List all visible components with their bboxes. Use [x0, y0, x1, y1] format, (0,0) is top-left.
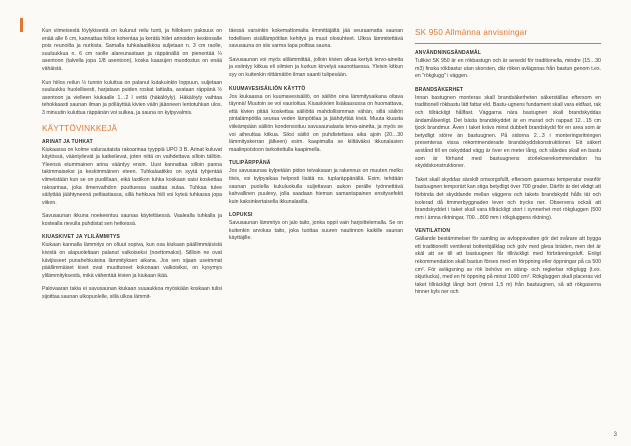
- section-heading-sk950: SK 950 Allmänna anvisningar: [415, 28, 528, 37]
- column-finnish-left: [42, 28, 222, 308]
- paragraph: Kiukaassa on kolme valurautaista rakoarinaa tyyppiä UPO 3 B. Arinat kuluvat käytössä, vääntyilevät ja katkeilevat, joten niitä on vaihdettava silloin tällöin. Yleensä etummainen arina vääntyy ensin. Uusi kannattaa silloin panna takimmaiseksi ja keskimmäinen eteen. Tuhkalaatikko on syytä tyhjentää viimeistään kun se on puolillaan, eikä lastikon tuhka koskaan saisi koskettaa rakoarinaa, joka ilmenvaihdon puuttuessa saattaa sulaa. Tuhkaa tulee säilyttää jäähtyneenä peltiastiassa, sillä hehkuva hiili voi kyteä tuhkassa jopa viikon.: [42, 146, 222, 206]
- paragraph: täessä varsinkin kokemattomalta ilmmittäjältä jää seuraamatta saunan todellisen sisällämpötilan kehitys ja muut olosuhteet. Ulkoa lämmitettävä savusauna on siis varma tapa polttaa sauna.: [229, 28, 403, 50]
- subheading-kiuaskivet: KIUASKIVET JA YLILÄMMITYS: [42, 234, 121, 241]
- subheading-ventilation: VENTILATION: [415, 228, 451, 235]
- paragraph: Tulikivi SK 950 är en rökbastugn och är avsedd för traditionella, mindre (15…30 m3) finska rökbastur utan skorsten, där röken avlägsnas från bastun genom t.ex. en "rökglugg" i väggen.: [415, 58, 601, 80]
- paragraph: Jos kiukaassa on kuumavesisäiliö, on säiliön oina lämmitysaikana oltava täynnä! Muutoin se voi vaurioitua. Kiuaskivien lisäkaasussa on huomattava, että kivien pitää koskettaa säiliöitä mahdollisimman vähän, sillä säiliön pintalämpötila seuraa veden lämpötilaa ja jäähdyttää kiviä. Muuta kiuasta viileämpään säiliön kondensoituu savusaunalasta terva-ainetta, ja myös se voi aiheuttaa kitkua. Siksi säiliö on puhdistettava aika ajoin (20…30 lämmityskerran jälkeen) esim. kaapimalla se kiiltäväksi ikkunalasien maalinpoistoon tarkoitettulla kaapimella.: [229, 93, 403, 153]
- paragraph: Kun viimeisestä löylykisestä on kulunut reilu tunti, ja hiiloksen paksuus on enää alle 6 cm, kannattaa hiilos kohentaa ja kerätä hiilet arinoiden keskiosalle pois reunoilta ja nurkista. Samalla tuhkalaatikkoa suljetaan n. 3 cm raolle, suuluukkua n. 6 cm raolle alareunastaan ja räppänällä on pienentää ¼ asentoon (talvella jopa 1/8 asentoon), koska kaasujen muodostus on enää vähäistä.: [42, 28, 222, 72]
- section-heading-kayttovinkkeja: KÄYTTÖVINKKEJÄ: [42, 123, 118, 133]
- subheading-arinat: ARINAT JA TUHKAT: [42, 138, 93, 145]
- page-accent-mark: [20, 18, 23, 32]
- column-finnish-middle: [229, 28, 403, 249]
- paragraph: Taket skall skyddas särskilt omsorgsfullt, eftersom gasernas temperatur ovanför bastuugnen temporärt kan stiga betydligt över 700 grader. Därför är det viktigt att förbinda det skyddande mellan väggens och takets brandskydd hålls tät och isolerad då timmerbyggnaden lever och trycks ner. Observera också att brandskyddet i taket skall vara tillräckligt stort i synnerhet mot rökgluggen (500 mm i ämna riktningar, 700…800 mm i rökgluggens riktning).: [415, 176, 601, 221]
- paragraph: Kiukaan kannalla lämmitys on olluut sopiva, kun osa kiukaan päällimmäisistä kivistä on alapuoleltaan palanut valkoiseksi (noettomaksi). Sillloin ne ovat kävijisseet punahehkuisina lämmityksen aikana. Jos sen sijaan useimmat päällimmäiset kivet ovat muuttuneet kokonaan valkoisiksi, on kysymys ylilämmityksestä, mikä vähentää kivien ja kiukaan ikää.: [42, 242, 222, 279]
- subheading-anvandningsandamal: ANVÄNDNINGSÄNDAMÅL: [415, 50, 482, 56]
- subheading-tuplarappana: TULIPÄRPPÄNÄ: [229, 160, 271, 167]
- subheading-lopuksi: LOPUKSI: [229, 212, 253, 219]
- column-swedish: [415, 28, 601, 303]
- paragraph: Gällande bestämmelser för samling av avloppsvatten gör det svårare att bygga ett traditionellt ventilerat bottenbjälklag och golv med glesa bräden, men det är skäl att se till att bastuugnen får tillräckligt med förbränningsluft. Enligt rekommendation skall bastun förses med en förppning eller öppningar på ca 500 cm². För avlägsning av rök behövs en stäng- och reglerbar rökglugg (t.ex. skjutlucka), med en fri öppning på minst 1000 cm². Rökgluggen skall placeras vid taket tillräckligt långt bort (minst 1,5 m) från bastuugnen, så att rökgaserna hinner kyls ner och: [415, 236, 601, 296]
- paragraph: Savusaunan voi myös alilämmittää, jolloin kivien alkaa kertyä tervo-aineita ja esiintyy kitkua eli silmien ja kurkun kirvelyä saunottaessa. Yleisin kitkun syy on kuitenkin riittämätön ilman saanti tulipesään.: [229, 56, 403, 78]
- page-number: 3: [613, 432, 617, 438]
- paragraph: Savusaunan lämmitys on jalo taito, jonka oppii vain harjoittelemalla. Se on kuitenkin arvokas taito, joka tuottaa suuren nautinnon kaikille saunan käyttäjille.: [229, 220, 403, 242]
- paragraph: Palovaaran takia ei savusaunan kiukaan suuaukkoa myöskään koskaan tulisi sijoittaa saunan ulkopuolelle, sillä ulkoa lämmit-: [42, 286, 222, 301]
- paragraph: Innan bastugnen monteras skall brandsäkerheten säkerställas eftersom en traditionell rökbastu lätt fattar eld. Bastu-ugnens fundament skall vara eldfast, rak och tillräckligt hållfast. Väggarna nära bastugnen skall brandskyddas ändamålsenligt. Det bästa brandskyddet är en murad och rappad 12…15 cm tjock brandmur. Även i taket krävs minst dubbelt brandskydd för en area som är betydligt större än bastuugnen. På sidorna 2…3 i monteringsritningen presenteras vissa rekommenderade brandskyddskonstruktioner. Ett säkert avstånd till en oskyddad vägg är över en meter lång, och således skall en bastu som är förhand med bastuugnens storlekserekommendation ha skyddskonstruktioner.: [415, 94, 601, 170]
- paragraph: Kun hiilos reilun ½ tunnin kuluttua on palanut kutakuinkin loppuun, suljetaan suuluukku huolellisesti, harjataan puiden roskat lattialta, avataan räppänä ½ asentoon ja vielleen kiukaalle 1…2 l vettä (häkälöyly). Häkälöyly vaihtaa tehokkaasti saunan ilman ja pölläyttää kivien välin jäänneen lentotuhkan ulos. 3 minuutin kuluttua räppänän voi sulkea, ja sauna on kylpyvalmis.: [42, 79, 222, 116]
- paragraph: Savusaunan ikkuna noekeentuu saunaa käytettäessä. Vaalealla tuhkalla ja kostealla rievulla puhdistat sen hetkessä.: [42, 213, 222, 227]
- subheading-kuumavesisailio: KUUMAVESISÄILIÖN KÄYTTÖ: [229, 85, 306, 92]
- paragraph: Jos savusaunaa kylpetään pidon teivaksaan ja rakennus on muuten melko tiivis, voi kylpyaikaa helposti lisätä ns. tuplaräppänällä. Esim. tehdään saunan puolella kukuluokulla suljettavan aukon perälle työnnettävä kahvallinen puulevy, jolla saadaan hieman samantapainen ensitysefekti kuin kaksinkertaisella ikkunalasilla.: [229, 168, 403, 205]
- heading-rule: [415, 43, 601, 44]
- subheading-brandsakerhet: BRANDSÄKERHET: [415, 86, 464, 93]
